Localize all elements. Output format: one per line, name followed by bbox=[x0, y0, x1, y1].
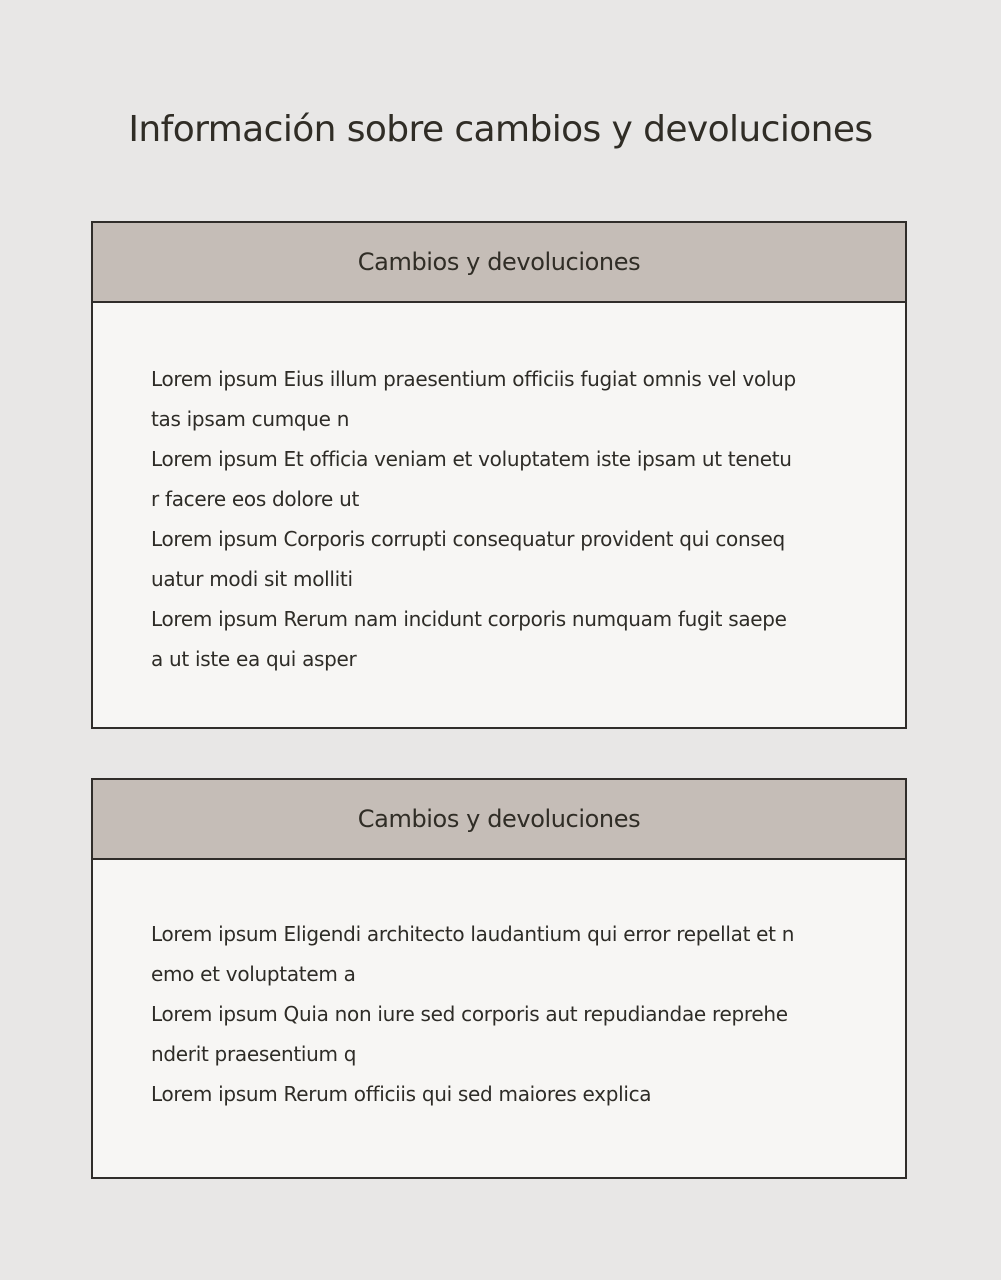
section-text-line: r facere eos dolore ut bbox=[151, 487, 360, 511]
section-body bbox=[93, 860, 851, 1114]
section-text-line: uatur modi sit molliti bbox=[151, 567, 353, 591]
section-body bbox=[93, 303, 851, 679]
section-header bbox=[93, 780, 905, 860]
section-text-line: Lorem ipsum Et officia veniam et voluptatem iste ipsam ut tenetu bbox=[151, 447, 792, 471]
section-text-line: emo et voluptatem a bbox=[151, 962, 356, 986]
section-text-line: Lorem ipsum Rerum nam incidunt corporis numquam fugit saepe bbox=[151, 607, 787, 631]
page-title: Información sobre cambios y devoluciones bbox=[128, 109, 873, 150]
section-text-line: Lorem ipsum Corporis corrupti consequatur provident qui conseq bbox=[151, 527, 785, 551]
section-text-line: nderit praesentium q bbox=[151, 1042, 357, 1066]
section-text-line: tas ipsam cumque n bbox=[151, 407, 350, 431]
section-heading: Cambios y devoluciones bbox=[357, 805, 641, 833]
returns-section-1 bbox=[91, 221, 907, 729]
section-header bbox=[93, 223, 905, 303]
section-text-line: Lorem ipsum Quia non iure sed corporis aut repudiandae reprehe bbox=[151, 1002, 788, 1026]
returns-section-2 bbox=[91, 778, 907, 1179]
section-text-line: Lorem ipsum Rerum officiis qui sed maiores explica bbox=[151, 1082, 652, 1106]
section-text-line: Lorem ipsum Eius illum praesentium officiis fugiat omnis vel volup bbox=[151, 367, 796, 391]
section-text-line: Lorem ipsum Eligendi architecto laudantium qui error repellat et n bbox=[151, 922, 795, 946]
section-text-line: a ut iste ea qui asper bbox=[151, 647, 357, 671]
section-heading: Cambios y devoluciones bbox=[357, 248, 641, 276]
